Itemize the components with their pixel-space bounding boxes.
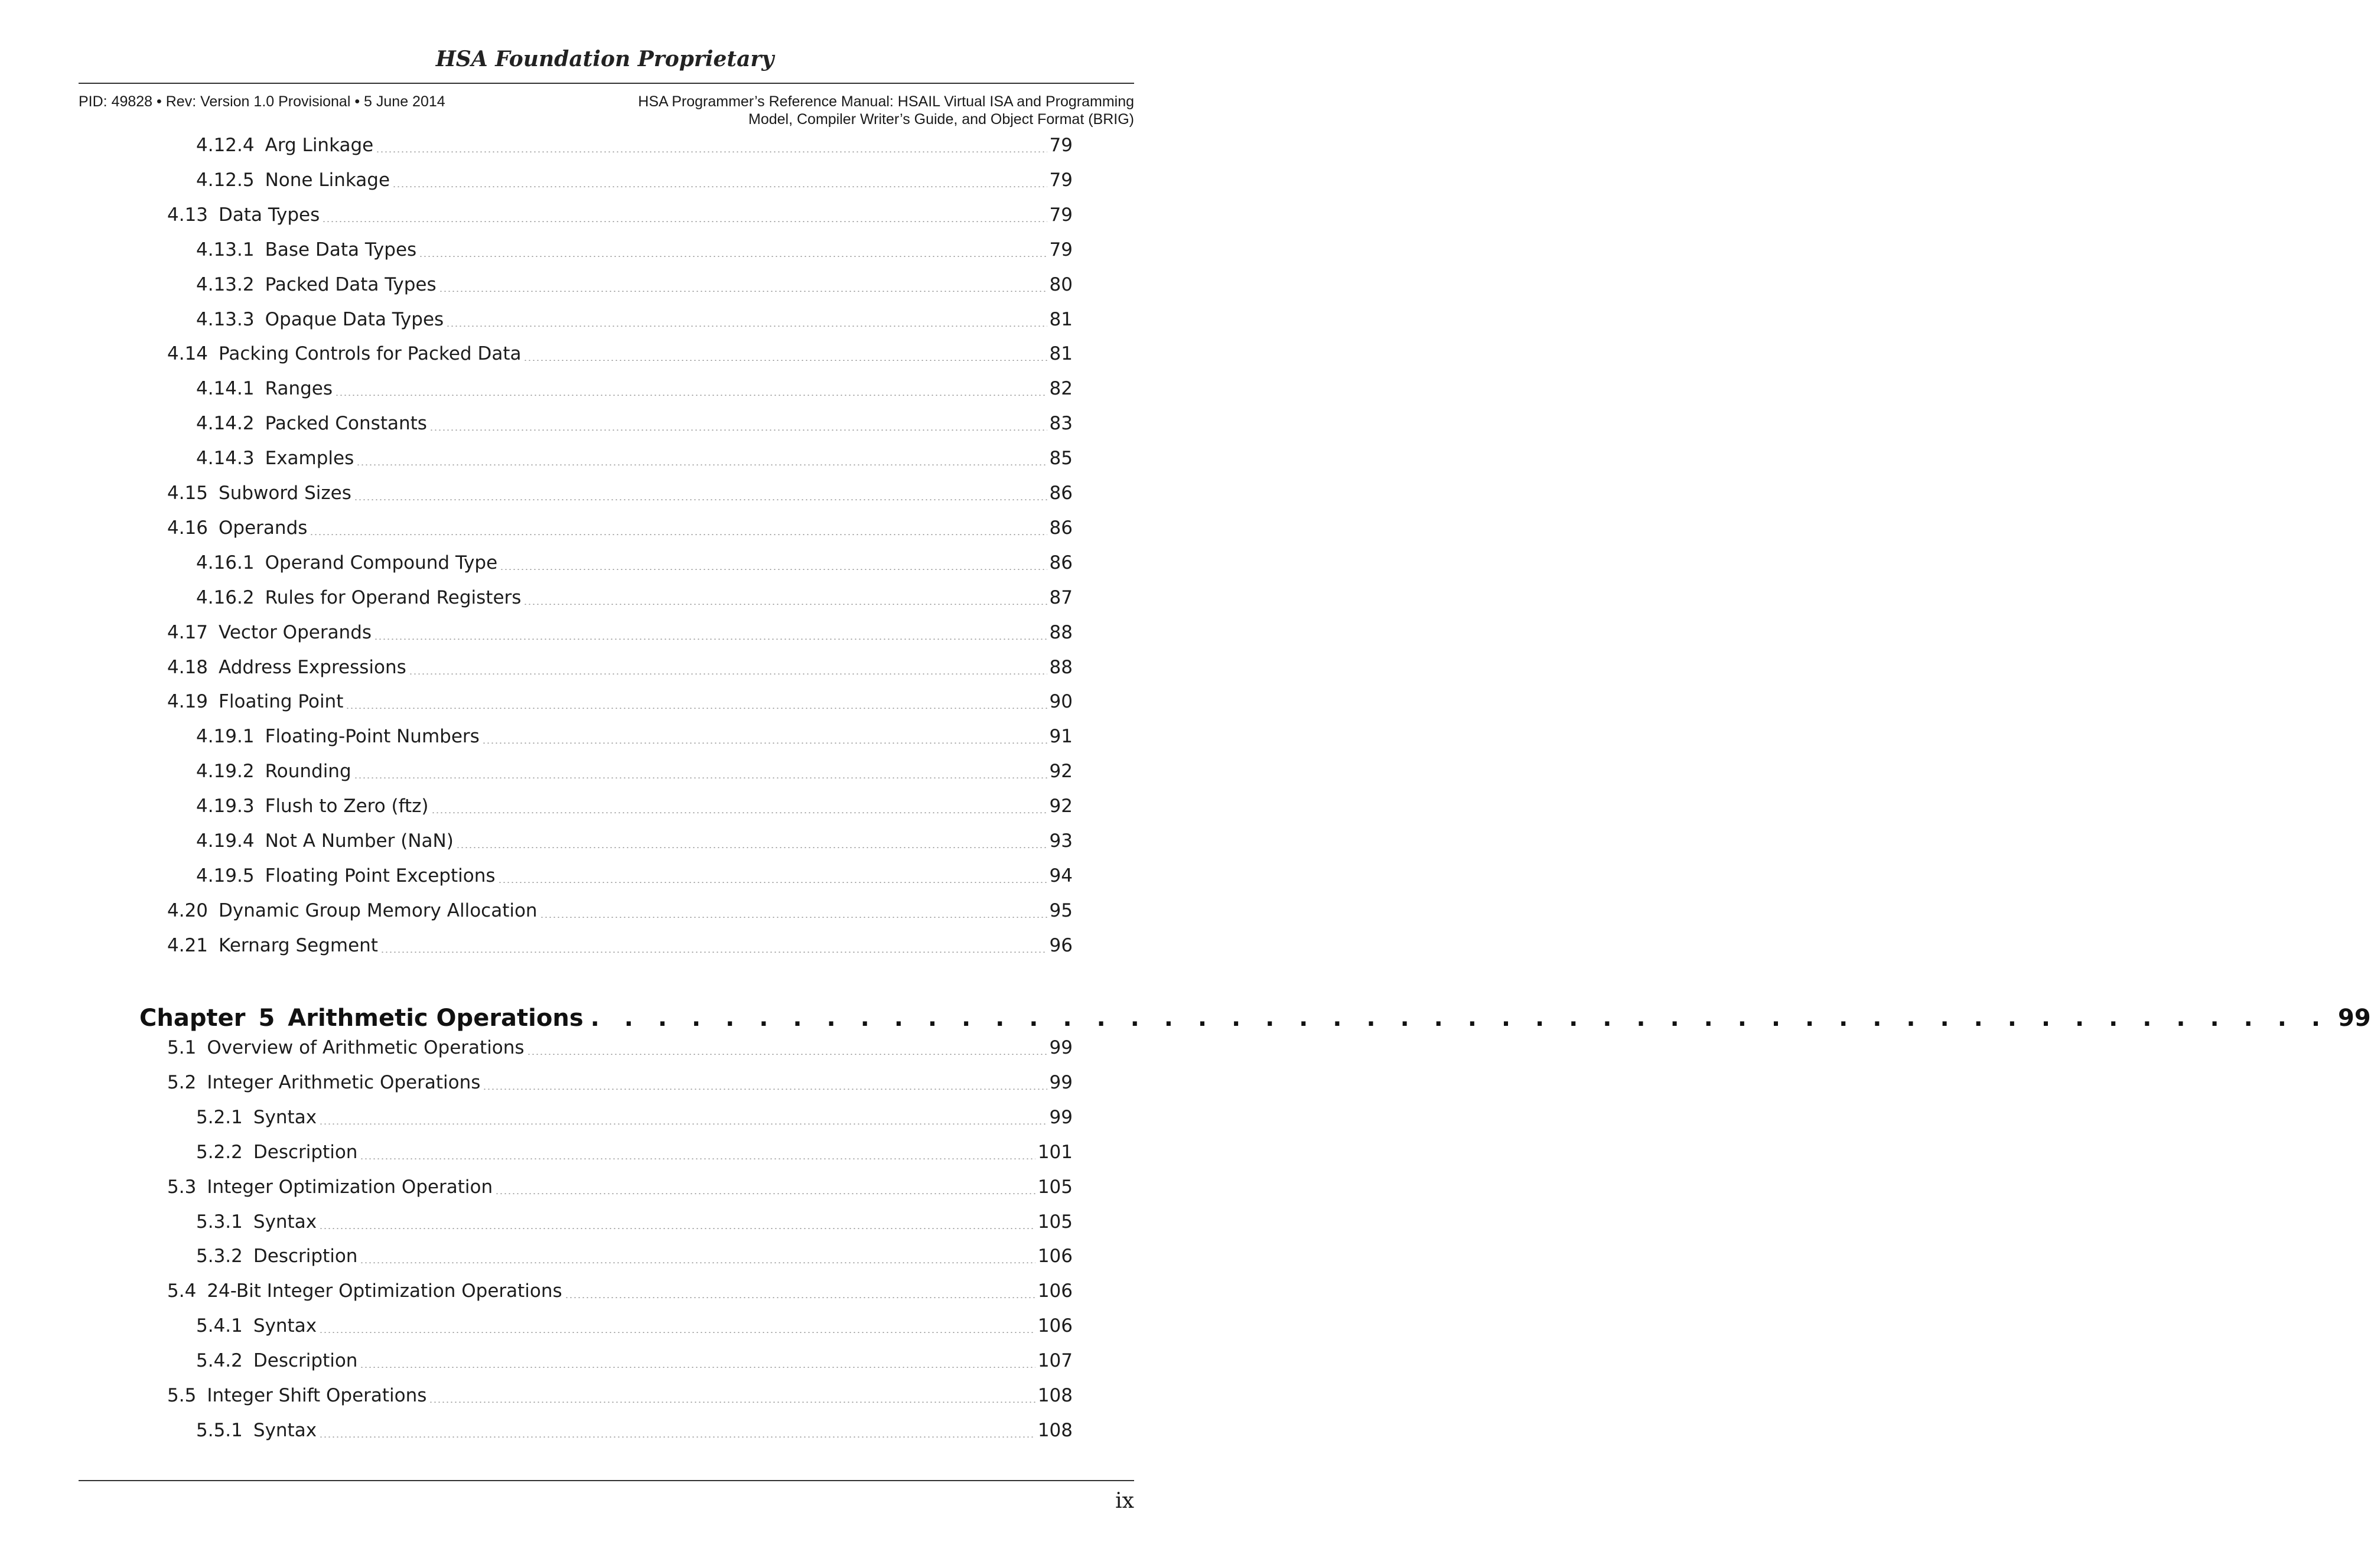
toc-dot-leader: [495, 1193, 1035, 1194]
toc-entry-number: 4.19.4: [196, 830, 255, 852]
toc-entry-page-number: 106: [1037, 1246, 1073, 1267]
toc-entry-title: Syntax: [253, 1106, 317, 1128]
toc-entry-title: Operands: [219, 517, 308, 539]
toc-entry-page-number: 91: [1049, 726, 1073, 748]
toc-entry-number: 4.17: [167, 621, 209, 643]
toc-entry[interactable]: [196, 794, 1073, 818]
toc-entry-title: Address Expressions: [219, 656, 406, 678]
toc-entry-page-number: 88: [1049, 621, 1073, 643]
header-manual-title: [638, 93, 1134, 128]
toc-entry-page-number: 79: [1049, 135, 1073, 156]
toc-entry-title: Flush to Zero (ftz): [265, 796, 429, 817]
header-rule: [79, 83, 1134, 84]
toc-entry-page-number: 94: [1049, 865, 1073, 886]
toc-entry-page-number: 92: [1049, 761, 1073, 783]
toc-dot-leader: [310, 534, 1047, 535]
toc-dot-leader: [431, 812, 1047, 813]
toc-entry-number: 5.3.2: [196, 1246, 243, 1267]
toc-entry-number: 5.5: [167, 1385, 197, 1406]
toc-entry-title: Description: [253, 1350, 358, 1372]
toc-entry[interactable]: [196, 412, 1073, 435]
toc-entry-page-number: 87: [1049, 586, 1073, 608]
header-document-info: PID: 49828 • Rev: Version 1.0 Provisional • 5 June 2014: [79, 93, 445, 110]
toc-entry[interactable]: [196, 1210, 1073, 1234]
toc-entry-page-number: 82: [1049, 378, 1073, 400]
page-header-title: HSA Foundation Proprietary: [435, 47, 774, 71]
toc-entry-number: 4.19.1: [196, 726, 255, 748]
toc-entry[interactable]: [196, 1349, 1073, 1373]
toc-dot-leader: [439, 291, 1047, 292]
toc-entry[interactable]: [196, 864, 1073, 888]
toc-dot-leader: [319, 1332, 1035, 1333]
toc-dot-leader: [446, 325, 1047, 327]
toc-dot-leader: [483, 1088, 1047, 1090]
toc-entry[interactable]: [167, 1071, 1073, 1094]
toc-dot-leader: [360, 1367, 1035, 1368]
toc-entry[interactable]: [167, 203, 1073, 227]
toc-dot-leader: [429, 429, 1047, 431]
toc-entry-title: Subword Sizes: [219, 483, 351, 504]
toc-entry-number: 4.19.2: [196, 761, 255, 783]
toc-entry-page-number: 81: [1049, 343, 1073, 365]
toc-dot-leader: [319, 1228, 1035, 1229]
toc-entry[interactable]: [196, 238, 1073, 262]
toc-entry-number: 4.12.4: [196, 135, 255, 156]
toc-entry-number: 4.19.3: [196, 796, 255, 817]
toc-entry-page-number: 99: [1049, 1071, 1073, 1093]
toc-dot-leader: [376, 151, 1047, 152]
toc-entry-title: Packing Controls for Packed Data: [219, 343, 522, 365]
toc-entry-number: 5.5.1: [196, 1419, 243, 1441]
toc-entry[interactable]: [196, 377, 1073, 400]
toc-entry[interactable]: [167, 899, 1073, 922]
toc-entry-number: 5.3: [167, 1176, 197, 1198]
toc-entry-page-number: 81: [1049, 308, 1073, 330]
toc-entry-number: 4.14.1: [196, 378, 255, 400]
toc-entry[interactable]: [167, 1279, 1073, 1303]
toc-entry[interactable]: [196, 446, 1073, 470]
toc-dot-leader: [523, 604, 1047, 605]
toc-entry[interactable]: [196, 586, 1073, 609]
toc-entry[interactable]: [167, 934, 1073, 957]
toc-entry[interactable]: [167, 656, 1073, 679]
toc-entry-page-number: 106: [1037, 1280, 1073, 1302]
toc-entry-number: 4.16.1: [196, 552, 255, 573]
toc-dot-leader: [482, 742, 1047, 744]
toc-entry-page-number: 95: [1049, 899, 1073, 921]
toc-entry[interactable]: [167, 481, 1073, 505]
toc-dot-leader: [354, 777, 1047, 778]
toc-entry[interactable]: [167, 516, 1073, 540]
toc-dot-leader: [319, 1436, 1035, 1437]
toc-entry-title: Floating Point Exceptions: [265, 865, 496, 886]
chapter-label: Chapter: [139, 1005, 246, 1032]
toc-dot-leader: [360, 1158, 1035, 1159]
toc-entry[interactable]: [196, 308, 1073, 331]
toc-entry-number: 4.14: [167, 343, 209, 365]
toc-entry-title: Description: [253, 1141, 358, 1163]
toc-entry-page-number: 90: [1049, 691, 1073, 713]
toc-entry-page-number: 107: [1037, 1350, 1073, 1372]
toc-entry-title: 24-Bit Integer Optimization Operations: [207, 1280, 562, 1302]
toc-entry-number: 4.20: [167, 899, 209, 921]
toc-dot-leader: [319, 1123, 1047, 1124]
toc-entry-title: Ranges: [265, 378, 333, 400]
toc-entry-page-number: 79: [1049, 169, 1073, 191]
toc-dot-leader: [374, 638, 1047, 640]
toc-entry-number: 5.1: [167, 1037, 197, 1058]
toc-entry-title: Rounding: [265, 761, 351, 783]
toc-dot-leader: [354, 499, 1047, 500]
toc-entry-page-number: 105: [1037, 1176, 1073, 1198]
toc-entry-title: None Linkage: [265, 169, 390, 191]
toc-dot-leader: [500, 569, 1047, 570]
toc-dot-leader: [419, 256, 1047, 257]
toc-entry-page-number: 86: [1049, 483, 1073, 504]
toc-dot-leader: [356, 464, 1047, 465]
toc-entry[interactable]: [196, 1244, 1073, 1268]
toc-dot-leader: [456, 847, 1047, 848]
toc-entry-title: Arg Linkage: [265, 135, 374, 156]
toc-entry-page-number: 99: [1049, 1037, 1073, 1058]
toc-entry-title: Examples: [265, 448, 354, 470]
toc-dot-leader: [527, 1054, 1047, 1055]
toc-entry[interactable]: [196, 1140, 1073, 1164]
toc-entry-number: 4.16: [167, 517, 209, 539]
toc-entry-page-number: 96: [1049, 934, 1073, 956]
toc-entry-page-number: 93: [1049, 830, 1073, 852]
toc-entry[interactable]: [196, 168, 1073, 192]
toc-dot-leader: [540, 917, 1047, 918]
toc-entry-number: 4.19.5: [196, 865, 255, 886]
toc-entry-number: 5.4.2: [196, 1350, 243, 1372]
toc-entry-number: 4.21: [167, 934, 209, 956]
toc-entry-title: Syntax: [253, 1315, 317, 1337]
toc-entry-title: Integer Optimization Operation: [207, 1176, 493, 1198]
toc-entry[interactable]: [196, 1314, 1073, 1338]
toc-entry-title: Not A Number (NaN): [265, 830, 454, 852]
toc-dot-leader: [409, 673, 1047, 674]
toc-entry-title: Integer Arithmetic Operations: [207, 1071, 481, 1093]
toc-entry-title: Dynamic Group Memory Allocation: [219, 899, 538, 921]
toc-entry-title: Data Types: [219, 204, 320, 226]
toc-entry-number: 4.15: [167, 483, 209, 504]
toc-entry-number: 5.4: [167, 1280, 197, 1302]
toc-chapter-heading[interactable]: [139, 1004, 2371, 1032]
toc-entry-title: Operand Compound Type: [265, 552, 498, 573]
toc-dot-leader: [392, 186, 1047, 187]
toc-dot-leader: [565, 1297, 1035, 1298]
toc-entry-number: 5.3.1: [196, 1211, 243, 1233]
toc-entry-number: 4.16.2: [196, 586, 255, 608]
chapter-number: 5: [258, 1005, 275, 1032]
toc-entry-number: 4.13: [167, 204, 209, 226]
toc-entry-page-number: 106: [1037, 1315, 1073, 1337]
chapter-dot-leader: . . . . . . . . . . . . . . . . . . . . . . . . . . . . . . . . . . . . . . . . . . . . . . . . . . . .: [590, 1005, 2329, 1032]
toc-entry-number: 4.19: [167, 691, 209, 713]
toc-entry-title: Base Data Types: [265, 239, 417, 260]
header-manual-title-line1: HSA Programmer’s Reference Manual: HSAIL Virtual ISA and Programming: [638, 93, 1134, 110]
toc-entry-page-number: 80: [1049, 273, 1073, 295]
toc-entry-title: Kernarg Segment: [219, 934, 378, 956]
toc-entry-title: Syntax: [253, 1211, 317, 1233]
toc-entry-page-number: 108: [1037, 1419, 1073, 1441]
toc-entry-title: Opaque Data Types: [265, 308, 444, 330]
toc-entry-title: Description: [253, 1246, 358, 1267]
toc-dot-leader: [335, 395, 1047, 396]
toc-entry[interactable]: [196, 725, 1073, 748]
toc-entry-page-number: 86: [1049, 552, 1073, 573]
toc-entry-title: Floating Point: [219, 691, 344, 713]
toc-entry-title: Floating-Point Numbers: [265, 726, 480, 748]
toc-entry-page-number: 105: [1037, 1211, 1073, 1233]
toc-entry-title: Overview of Arithmetic Operations: [207, 1037, 525, 1058]
toc-entry-number: 5.2.1: [196, 1106, 243, 1128]
toc-entry-page-number: 79: [1049, 239, 1073, 260]
toc-dot-leader: [380, 951, 1047, 953]
toc-entry[interactable]: [167, 1384, 1073, 1407]
toc-entry[interactable]: [196, 1419, 1073, 1442]
toc-entry-number: 4.13.2: [196, 273, 255, 295]
toc-entry[interactable]: [167, 342, 1073, 366]
toc-entry-number: 5.4.1: [196, 1315, 243, 1337]
toc-entry[interactable]: [167, 690, 1073, 713]
toc-dot-leader: [360, 1262, 1035, 1263]
toc-dot-leader: [498, 882, 1047, 883]
toc-entry-number: 5.2: [167, 1071, 197, 1093]
toc-entry-number: 5.2.2: [196, 1141, 243, 1163]
toc-dot-leader: [322, 221, 1047, 222]
toc-entry[interactable]: [167, 1036, 1073, 1060]
toc-entry-page-number: 108: [1037, 1385, 1073, 1406]
toc-entry-title: Syntax: [253, 1419, 317, 1441]
toc-entry-title: Packed Constants: [265, 413, 427, 435]
toc-entry[interactable]: [196, 273, 1073, 296]
chapter-title: Arithmetic Operations: [288, 1005, 584, 1032]
toc-entry-number: 4.13.1: [196, 239, 255, 260]
toc-entry[interactable]: [196, 133, 1073, 157]
toc-entry[interactable]: [196, 551, 1073, 575]
toc-entry-number: 4.14.3: [196, 448, 255, 470]
toc-entry-page-number: 92: [1049, 796, 1073, 817]
header-manual-title-line2: Model, Compiler Writer’s Guide, and Object Format (BRIG): [748, 111, 1134, 128]
toc-entry-number: 4.18: [167, 656, 209, 678]
toc-entry-page-number: 79: [1049, 204, 1073, 226]
toc-entry-page-number: 83: [1049, 413, 1073, 435]
toc-entry-title: Vector Operands: [219, 621, 372, 643]
toc-entry-number: 4.12.5: [196, 169, 255, 191]
toc-dot-leader: [523, 360, 1047, 361]
page-folio: ix: [1115, 1489, 1134, 1513]
toc-entry-title: Rules for Operand Registers: [265, 586, 522, 608]
toc-entry[interactable]: [196, 1106, 1073, 1129]
toc-entry-title: Integer Shift Operations: [207, 1385, 427, 1406]
toc-entry-page-number: 88: [1049, 656, 1073, 678]
toc-entry-number: 4.14.2: [196, 413, 255, 435]
toc-entry-page-number: 86: [1049, 517, 1073, 539]
toc-entry-page-number: 101: [1037, 1141, 1073, 1163]
toc-entry[interactable]: [196, 829, 1073, 853]
toc-entry[interactable]: [167, 621, 1073, 644]
toc-entry[interactable]: [196, 759, 1073, 783]
toc-entry-number: 4.13.3: [196, 308, 255, 330]
toc-dot-leader: [429, 1401, 1035, 1403]
toc-entry-page-number: 99: [1049, 1106, 1073, 1128]
toc-dot-leader: [346, 708, 1047, 709]
chapter-page-number: 99: [2338, 1005, 2371, 1032]
toc-entry-page-number: 85: [1049, 448, 1073, 470]
toc-entry-title: Packed Data Types: [265, 273, 437, 295]
footer-rule: [79, 1480, 1134, 1481]
toc-entry[interactable]: [167, 1175, 1073, 1199]
